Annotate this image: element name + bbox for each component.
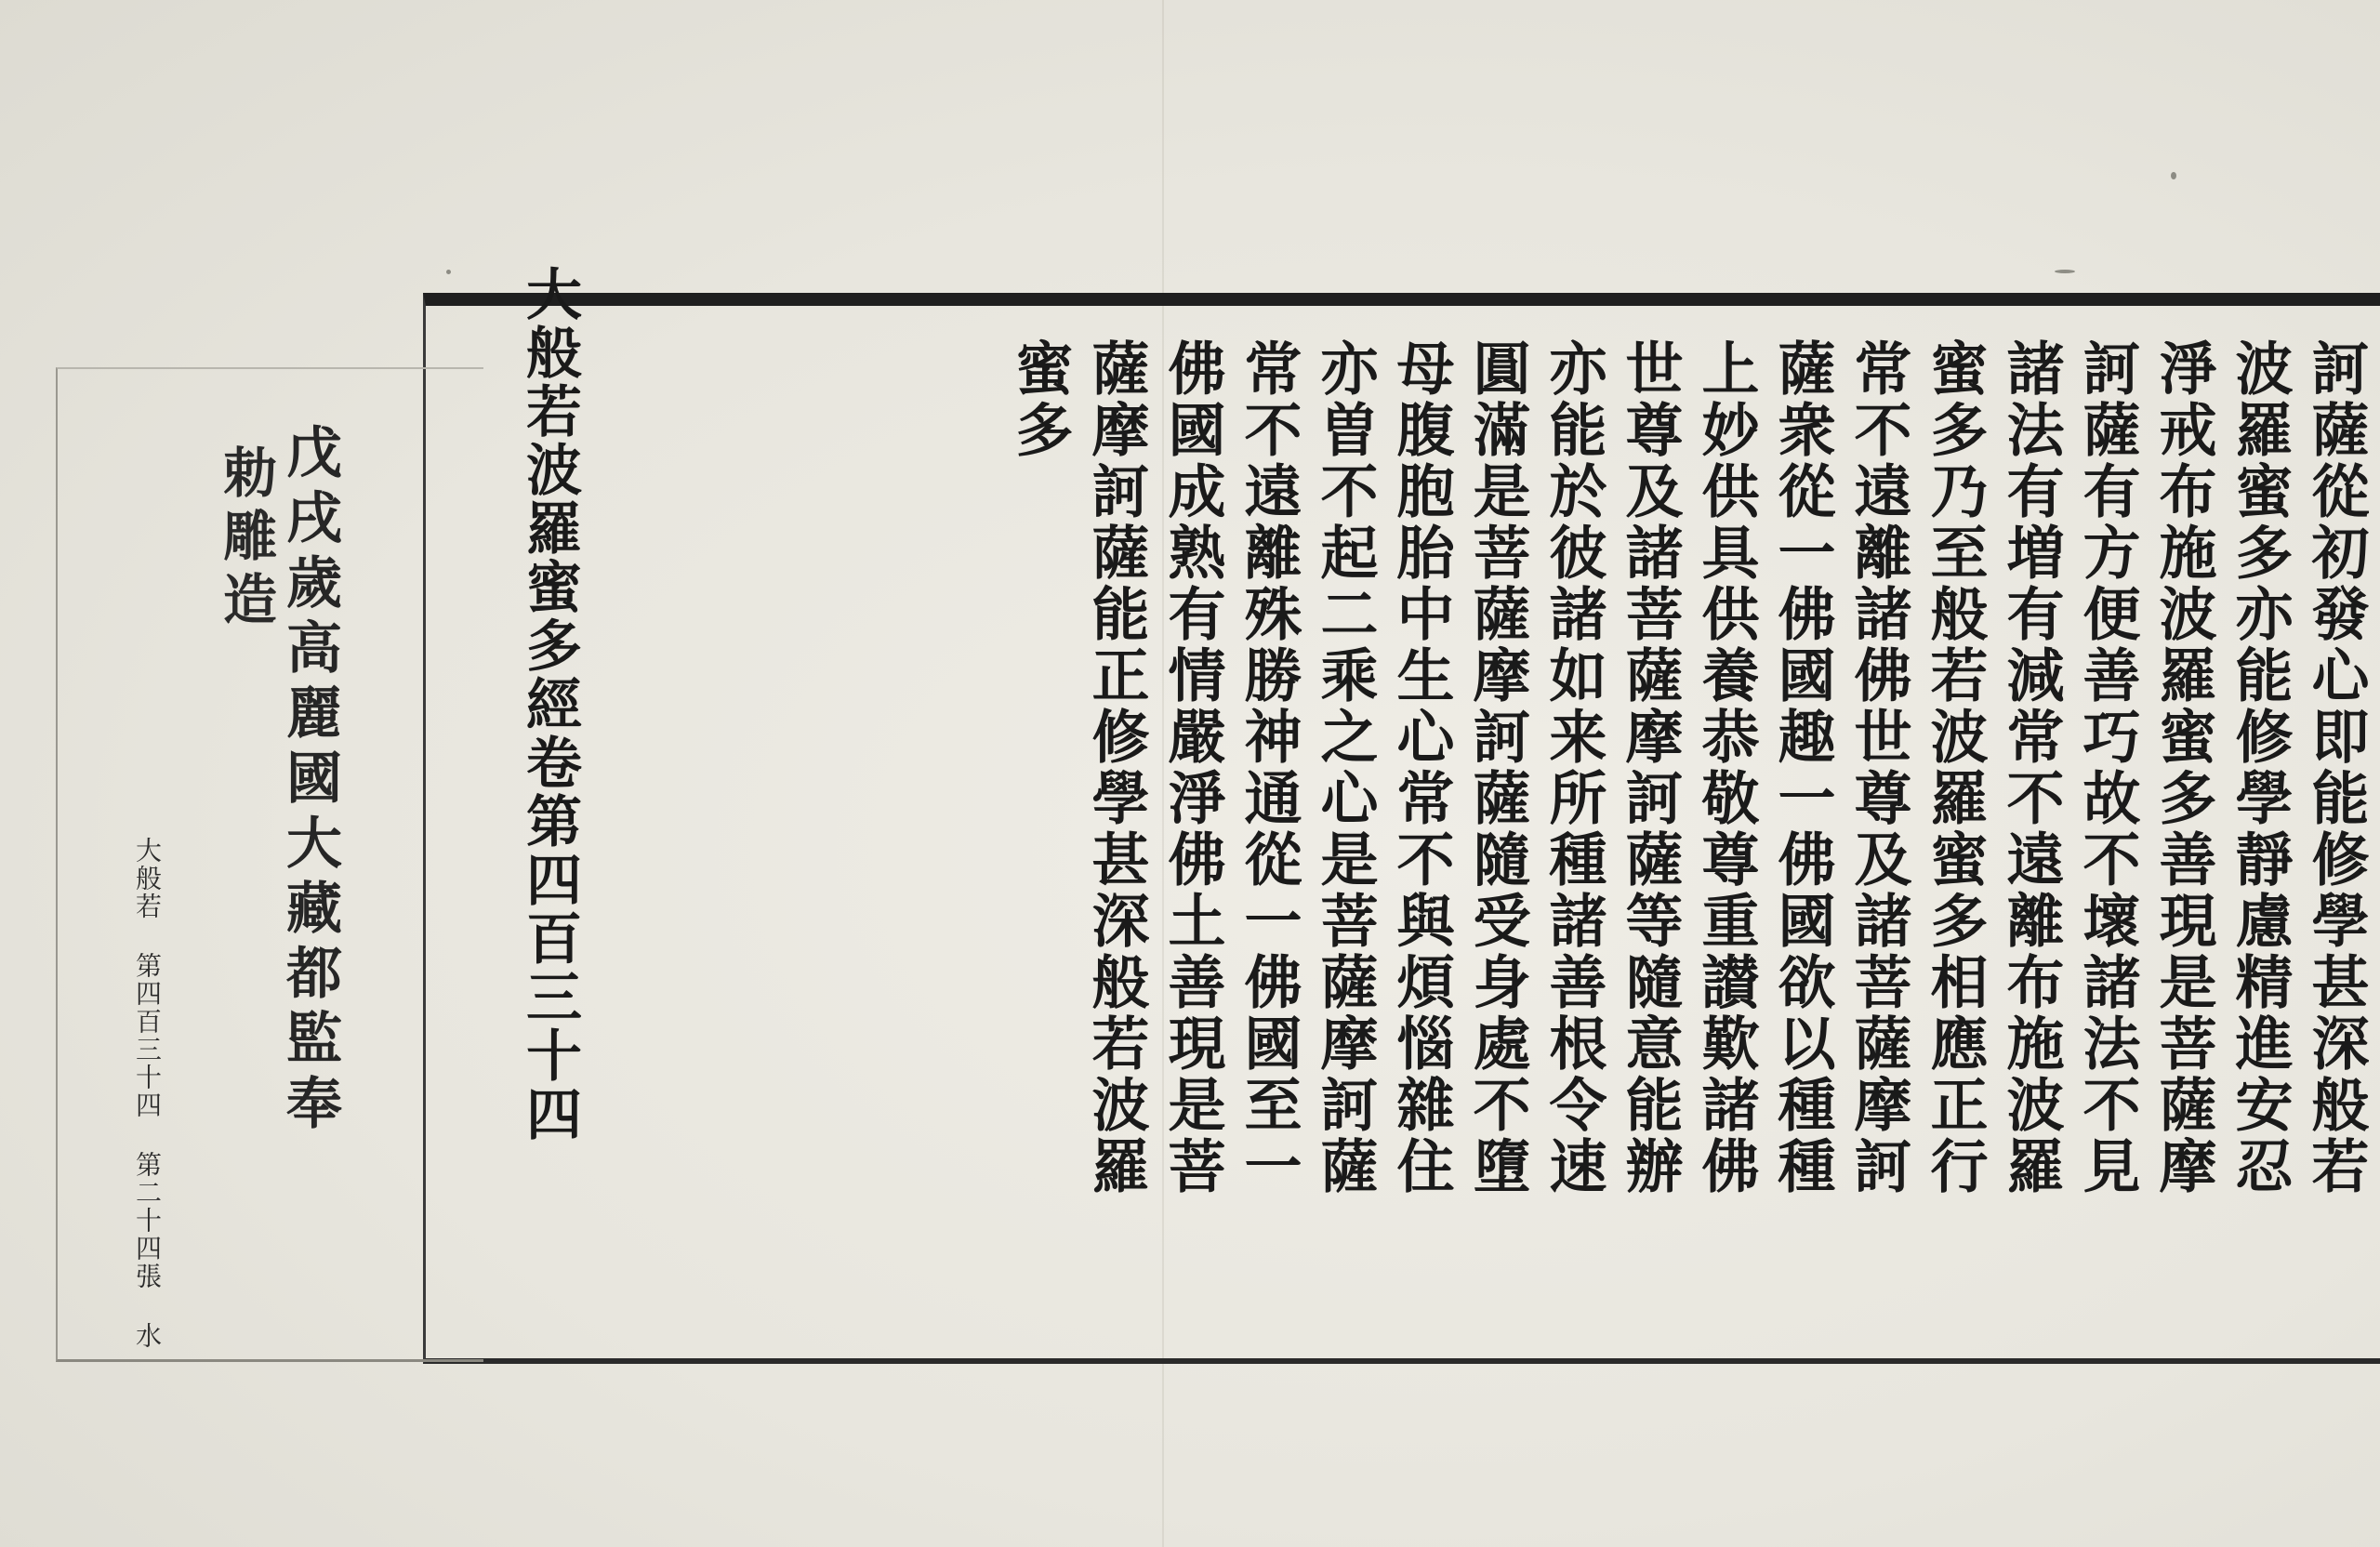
volume-note-case: 水 — [132, 1322, 163, 1350]
volume-note-sheet: 第二十四張 — [132, 1151, 163, 1290]
text-column: 訶薩有方便善巧故不壞諸法不見 — [2073, 338, 2141, 1197]
text-column: 波羅蜜多亦能修學靜慮精進安忍 — [2226, 338, 2294, 1197]
text-column: 淨戒布施波羅蜜多善現是菩薩摩 — [2149, 338, 2217, 1197]
volume-note-title: 大般若 — [132, 837, 163, 920]
text-column: 蜜多乃至般若波羅蜜多相應正行 — [1921, 338, 1989, 1197]
text-column: 佛國成熟有情嚴淨佛土善現是菩 — [1158, 338, 1226, 1197]
ink-speck — [446, 270, 451, 274]
volume-sheet-note — [128, 837, 165, 1350]
text-column: 諸法有増有減常不遠離布施波羅 — [1997, 338, 2065, 1197]
text-column: 世尊及諸菩薩摩訶薩等隨意能辦 — [1616, 338, 1684, 1197]
ink-speck — [2055, 270, 2075, 273]
text-column: 薩摩訶薩能正修學甚深般若波羅 — [1082, 338, 1150, 1197]
text-column: 亦能於彼諸如来所種諸善根令速 — [1540, 338, 1607, 1197]
text-column: 薩衆從一佛國趣一佛國欲以種種 — [1768, 338, 1836, 1197]
colophon-line-1: 戊戌歲高麗國大藏都監奉 — [277, 423, 342, 1139]
text-column: 訶薩從初發心即能修學甚深般若 — [2302, 338, 2370, 1197]
colophon-line-2: 勅雕造 — [214, 444, 277, 634]
text-column: 常不遠離諸佛世尊及諸菩薩摩訶 — [1844, 338, 1912, 1197]
text-column: 圓滿是菩薩摩訶薩隨受身處不墮 — [1463, 338, 1531, 1197]
text-frame — [423, 293, 2380, 1364]
text-column: 亦曽不起二乘之心是菩薩摩訶薩 — [1311, 338, 1379, 1197]
text-column: 母腹胞胎中生心常不與煩惱雜住 — [1387, 338, 1455, 1197]
volume-note-fascicle: 第四百三十四 — [132, 952, 163, 1119]
sutra-title: 大般若波羅蜜多經卷第四百三十四 — [517, 265, 582, 1144]
text-column: 上妙供具供養恭敬尊重讃歎諸佛 — [1692, 338, 1760, 1197]
text-column: 蜜多 — [1006, 338, 1074, 461]
ink-speck — [2171, 172, 2176, 179]
text-column: 常不遠離殊勝神通從一佛國至一 — [1235, 338, 1302, 1197]
